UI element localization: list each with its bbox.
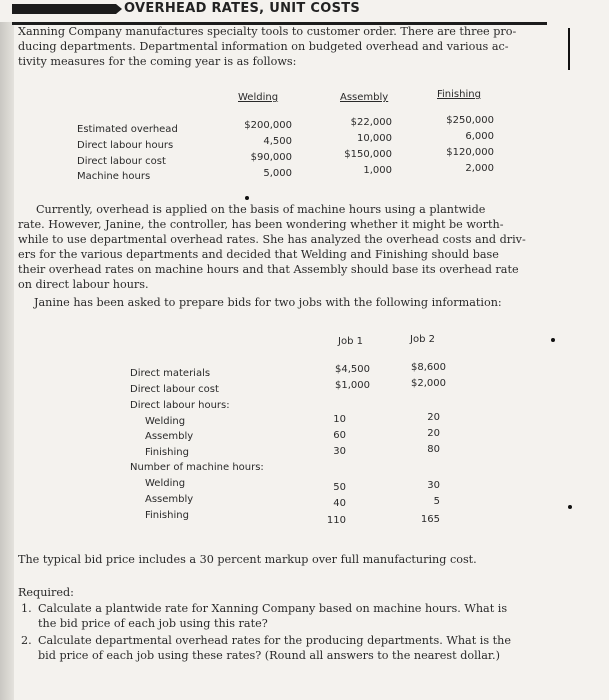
table-cell: 30 xyxy=(427,480,440,491)
table-cell: $90,000 xyxy=(250,152,292,163)
table-cell: 20 xyxy=(427,428,440,439)
ink-dot xyxy=(245,196,249,200)
page-binding-shadow xyxy=(0,22,14,700)
table-cell: 5,000 xyxy=(263,168,292,179)
table-cell: $1,000 xyxy=(335,380,370,391)
table-cell: 50 xyxy=(333,482,346,493)
body-line: on direct labour hours. xyxy=(18,278,149,291)
row-label: Direct materials xyxy=(130,368,211,379)
requirement-number: 2. xyxy=(21,634,32,647)
requirement-line: the bid price of each job using this rate? xyxy=(38,617,268,630)
column-header: Job 2 xyxy=(410,334,435,345)
row-label: Machine hours xyxy=(77,171,151,182)
ink-dot xyxy=(551,338,555,342)
intro-line: Xanning Company manufactures specialty tools to customer order. There are three pro- xyxy=(18,25,517,38)
row-label: Direct labour cost xyxy=(77,156,166,167)
required-heading: Required: xyxy=(18,586,74,599)
row-label: Finishing xyxy=(145,447,189,458)
row-label: Direct labour hours: xyxy=(130,400,230,411)
row-label: Direct labour hours xyxy=(77,140,174,151)
table-cell: $2,000 xyxy=(411,378,446,389)
row-label: Assembly xyxy=(145,431,194,442)
body-line: while to use departmental overhead rates. She has analyzed the overhead costs and driv- xyxy=(18,233,526,246)
row-label: Estimated overhead xyxy=(77,124,178,135)
table-cell: $120,000 xyxy=(446,147,494,158)
page-title: OVERHEAD RATES, UNIT COSTS xyxy=(124,1,361,16)
requirement-number: 1. xyxy=(21,602,32,615)
body-line: Janine has been asked to prepare bids for two jobs with the following information: xyxy=(34,296,502,309)
column-header: Job 1 xyxy=(338,336,363,347)
table-cell: 60 xyxy=(333,430,346,441)
table-cell: $150,000 xyxy=(344,149,392,160)
table-cell: $22,000 xyxy=(350,117,392,128)
table-cell: 110 xyxy=(326,515,346,526)
row-label: Assembly xyxy=(145,494,194,505)
table-cell: 165 xyxy=(420,514,440,525)
table-cell: $250,000 xyxy=(446,115,494,126)
column-header: Finishing xyxy=(437,89,481,100)
requirement-line: bid price of each job using these rates? (Round all answers to the nearest dollar.) xyxy=(38,649,500,662)
column-header: Welding xyxy=(238,92,279,103)
table-cell: 1,000 xyxy=(363,165,392,176)
row-label: Number of machine hours: xyxy=(130,462,264,473)
body-line: ers for the various departments and decided that Welding and Finishing should base xyxy=(18,248,499,261)
body-line: Currently, overhead is applied on the basis of machine hours using a plantwide xyxy=(36,203,486,216)
table-cell: 10 xyxy=(333,414,346,425)
table-cell: 6,000 xyxy=(465,131,494,142)
body-line: rate. However, Janine, the controller, has been wondering whether it might be worth- xyxy=(18,218,504,231)
ink-dot xyxy=(568,505,572,509)
column-header: Assembly xyxy=(340,92,389,103)
table-cell: 5 xyxy=(433,496,440,507)
requirement-line: Calculate departmental overhead rates for the producing departments. What is the xyxy=(38,634,511,647)
table-cell: $4,500 xyxy=(335,364,370,375)
intro-line: ducing departments. Departmental information on budgeted overhead and various ac- xyxy=(18,40,509,53)
row-label: Direct labour cost xyxy=(130,384,219,395)
row-label: Finishing xyxy=(145,510,189,521)
row-label: Welding xyxy=(145,416,186,427)
table-cell: 20 xyxy=(427,412,440,423)
table-cell: 80 xyxy=(427,444,440,455)
row-label: Welding xyxy=(145,478,186,489)
requirement-line: Calculate a plantwide rate for Xanning Company based on machine hours. What is xyxy=(38,602,508,615)
margin-mark xyxy=(568,28,570,70)
table-cell: 4,500 xyxy=(263,136,292,147)
table-cell: 10,000 xyxy=(357,133,392,144)
intro-line: tivity measures for the coming year is as follows: xyxy=(18,55,297,68)
body-line: their overhead rates on machine hours and that Assembly should base its overhead rate xyxy=(18,263,519,276)
markup-note: The typical bid price includes a 30 percent markup over full manufacturing cost. xyxy=(18,553,477,566)
table-cell: $200,000 xyxy=(244,120,292,131)
table-cell: 30 xyxy=(333,446,346,457)
table-cell: 2,000 xyxy=(465,163,494,174)
table-cell: $8,600 xyxy=(411,362,446,373)
table-cell: 40 xyxy=(333,498,346,509)
title-marker xyxy=(12,4,116,14)
